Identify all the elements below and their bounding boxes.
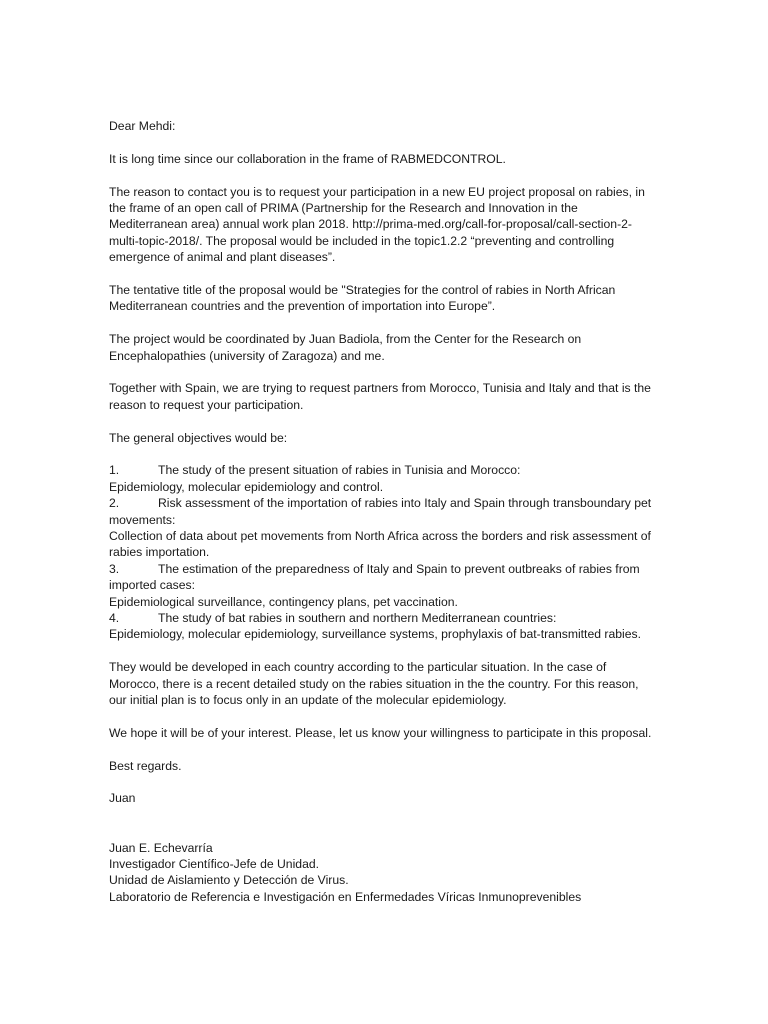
- intro-paragraph: It is long time since our collaboration in the frame of RABMEDCONTROL.: [109, 151, 506, 166]
- objective-number: 3.: [109, 561, 120, 576]
- partners-paragraph: Together with Spain, we are trying to request partners from Morocco, Tunisia and Italy and that is the reason to request your participation.: [109, 381, 651, 412]
- objective-number: 1.: [109, 463, 120, 478]
- objective-title: Risk assessment of the importation of rabies into Italy and Spain through transboundary pet movements:: [109, 496, 652, 527]
- sender-first-name: Juan: [109, 791, 136, 806]
- signature-position: Investigador Científico-Jefe de Unidad.: [109, 857, 320, 872]
- signature-spacer: [109, 823, 657, 839]
- signature-unit: Unidad de Aislamiento y Detección de Virus.: [109, 873, 349, 888]
- signature-block: [109, 840, 657, 906]
- signature-name: Juan E. Echevarría: [109, 840, 213, 855]
- objective-title: The estimation of the preparedness of Italy and Spain to prevent outbreaks of rabies from imported cases:: [109, 561, 640, 593]
- objective-title: The study of the present situation of rabies in Tunisia and Morocco:: [158, 463, 521, 478]
- objective-number: 4.: [109, 611, 120, 626]
- interest-paragraph: We hope it will be of your interest. Please, let us know your willingness to participate in this proposal.: [109, 725, 652, 740]
- reason-paragraph: The reason to contact you is to request your participation in a new EU project proposal on rabies, in the frame of an open call of PRIMA (Partnership for the Research and Innovation in the Mediterranean area) annual work plan 2018. http://prima-med.org/call-for-proposal/call-section-2-multi-topic-2018/. The proposal would be included in the topic1.2.2 “preventing and controlling emergence of animal and plant diseases”.: [109, 184, 645, 265]
- objective-detail: Epidemiology, molecular epidemiology and control.: [109, 479, 384, 494]
- objective-item: [109, 561, 657, 610]
- objective-item: [109, 462, 657, 495]
- objectives-heading: The general objectives would be:: [109, 430, 288, 445]
- letter-page: [109, 118, 657, 905]
- objective-item: [109, 495, 657, 561]
- objective-number: 2.: [109, 496, 120, 511]
- salutation: Dear Mehdi:: [109, 119, 176, 133]
- development-paragraph: They would be developed in each country according to the particular situation. In the case of Morocco, there is a recent detailed study on the rabies situation in the the country. For this reason, our initial plan is to focus only in an update of the molecular epidemiology.: [109, 660, 639, 708]
- regards-line: Best regards.: [109, 758, 182, 773]
- title-paragraph: The tentative title of the proposal would be "Strategies for the control of rabies in North African Mediterranean countries and the prevention of importation into Europe”.: [109, 283, 616, 314]
- objective-detail: Epidemiological surveillance, contingency plans, pet vaccination.: [109, 594, 458, 609]
- objective-detail: Epidemiology, molecular epidemiology, surveillance systems, prophylaxis of bat-transmitted rabies.: [109, 627, 641, 642]
- objective-title: The study of bat rabies in southern and northern Mediterranean countries:: [158, 611, 557, 626]
- objective-item: [109, 610, 657, 643]
- objectives-list: [109, 462, 657, 642]
- objective-detail: Collection of data about pet movements from North Africa across the borders and risk assessment of rabies importation.: [109, 529, 651, 560]
- coordination-paragraph: The project would be coordinated by Juan Badiola, from the Center for the Research on Encephalopathies (university of Zaragoza) and me.: [109, 332, 582, 363]
- signature-laboratory: Laboratorio de Referencia e Investigación en Enfermedades Víricas Inmunoprevenibles: [109, 889, 582, 904]
